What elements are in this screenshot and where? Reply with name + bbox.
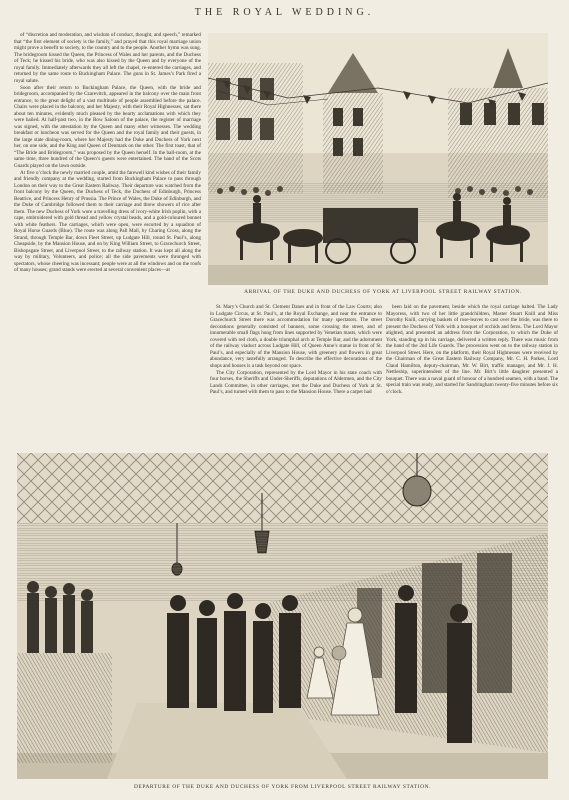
article-column-right — [386, 304, 558, 447]
paragraph: St. Mary’s Church and St. Clement Danes and in front of the Law Courts; also in Ludgate Circus, at St. Paul’s, at the Royal Exchange, and near the entrance to Gracechurch Street there was accommodation for many spectators. The street decorations generally consisted of banners, some crossing the street, and of innumerable small flags hung from lines supported by Venetian masts, which were covered with red cloth, a double triumphal arch at Temple Bar, and the adornment of the railway viaduct across Ludgate Hill, of Queen Anne’s statue in front of St. Paul’s, and especially of the Mansion House, with greenery and flowers in great abundance, very tastefully arranged. To describe the effective decorations of the shops and houses is a task beyond our space. — [210, 304, 382, 369]
arrival-engraving — [208, 33, 548, 285]
paragraph: of “discretion and moderation, and wisdom of conduct, thought, and speech,” remarked that “the first element of society is the family,” and prayed that this royal marriage union might prove a benefit to society, to the country and to the people. Another hymn was sung. The bridegroom kissed the Queen, the Princess of Wales and her parents, and the Duchess of Teck; he kissed his bride, who was also kissed by the Queen and by everyone of the royal family. Immediately afterwards they all left the chapel, re-entered the carriages, and returned by the same route to Buckingham Palace. The guns in St. James’s Park fired a royal salute. — [14, 32, 201, 84]
paragraph: Soon after their return to Buckingham Palace, the Queen, with the bride and bridegroom, accompanied by the Czarevitch, appeared in the balcony over the main front entrance, to the great delight of a vast multitude of people assembled before the palace. Chairs were placed in the balcony, and her Majesty, with their Royal Highnesses, sat there about ten minutes, evidently much pleased by the hearty acclamations with which they were hailed. At half-past two, in the Bow Saloon of the palace, the register of marriage was signed, with the attestation by the Queen and many other witnesses. The wedding breakfast or luncheon was served for the Queen and the royal family and their guests, in the large state dining-room, where her Majesty had the Duke and Duchess of York next her, on one side, and the King and Queen of Denmark on the other. The first toast, that of “The Bride and Bridegroom,” was proposed by the Queen herself. In the ball-room, at the same time, three hundred of the Queen’s guests were entertained. The band of the Scots Guards played on the lawn outside. — [14, 84, 201, 169]
article-column-middle — [210, 304, 382, 447]
article-column-left — [14, 32, 201, 450]
arrival-caption: ARRIVAL OF THE DUKE AND DUCHESS OF YORK AT LIVERPOOL STREET RAILWAY STATION. — [244, 289, 522, 295]
departure-caption: DEPARTURE OF THE DUKE AND DUCHESS OF YORK FROM LIVERPOOL STREET RAILWAY STATION. — [133, 784, 432, 790]
arrival-illustration — [208, 33, 548, 285]
paragraph: At five o’clock the newly married couple, amid the farewell kind wishes of their family and friendly company at the wedding, started from Buckingham Palace to pass through London on their way to the Great Eastern Railway. Their departure was watched from the front balcony by the Queen, the Duchess of Teck, the Duchess of Edinburgh, Princess Beatrice, and Princess Henry of Prussia. The Prince of Wales, the Duke of Edinburgh, and the Duke of Cambridge followed them to their carriage and threw showers of rice after them. The new Duchess of York wore a travelling dress of ivory-white Irish poplin, with a cape, embroidered with gold thread and yellow crystal beads, and a gold-coloured bonnet with white feathers. The carriages, which were open, were escorted by a squadron of Royal Horse Guards (Blue). The route was along Pall Mall, by Charing Cross, along the Strand, through Temple Bar, down Fleet Street, up Ludgate Hill, round St. Paul’s, along Cheapside, by the Mansion House, and on by King William Street, to Gracechurch Street, Bishopsgate Street, and Liverpool Street, to the railway station. It was kept all along the way by military, Volunteers, and police; all the side pavements were thronged with spectators, whose cheering was incessant; people were at all the windows and on the roofs of many houses; grand stands were erected at several convenient places—at — [14, 169, 201, 274]
departure-engraving — [17, 453, 548, 779]
paragraph: been laid on the pavement, beside which the royal carriage halted. The Lady Mayoress, with two of her little grandchildren, Master Stuart Knill and Miss Dorothy Knill, carrying baskets of rose-leaves to cast over the bride, was there to present the Duchess of York with a bouquet of orchids and ferns. The Lord Mayor alighted, and presented an address from the Corporation, to which the Duke of York, standing up in his carriage, delivered a written reply. There was music from the band of the 2nd Life Guards. The procession went on to the railway station in Liverpool Street. Here, on the platform, their Royal Highnesses were received by the Chairman of the Great Eastern Railway Company, Mr. C. H. Parkes, Lord Claud Hamilton, deputy-chairman, Mr. W. Birt, traffic manager, and Mr. J. H. Nettleship, superintendent of the line. Mr. Birt’s little daughter presented a bouquet. There was a naval guard of honour of a hundred seamen, with a band. The special train was ready, and started for Sandringham twenty-five minutes before six o’clock. — [386, 304, 558, 395]
running-title: THE ROYAL WEDDING. — [194, 7, 375, 18]
paragraph: The City Corporation, represented by the Lord Mayor in his state coach with four horses, the Sheriffs and Under-Sheriffs, deputations of Aldermen, and the City Lands Committee, in other carriages, met the Duke and Duchess of York at St. Paul’s, and turned with them to pass to the Mansion House. There a carpet had — [210, 369, 382, 396]
departure-illustration — [17, 453, 548, 779]
